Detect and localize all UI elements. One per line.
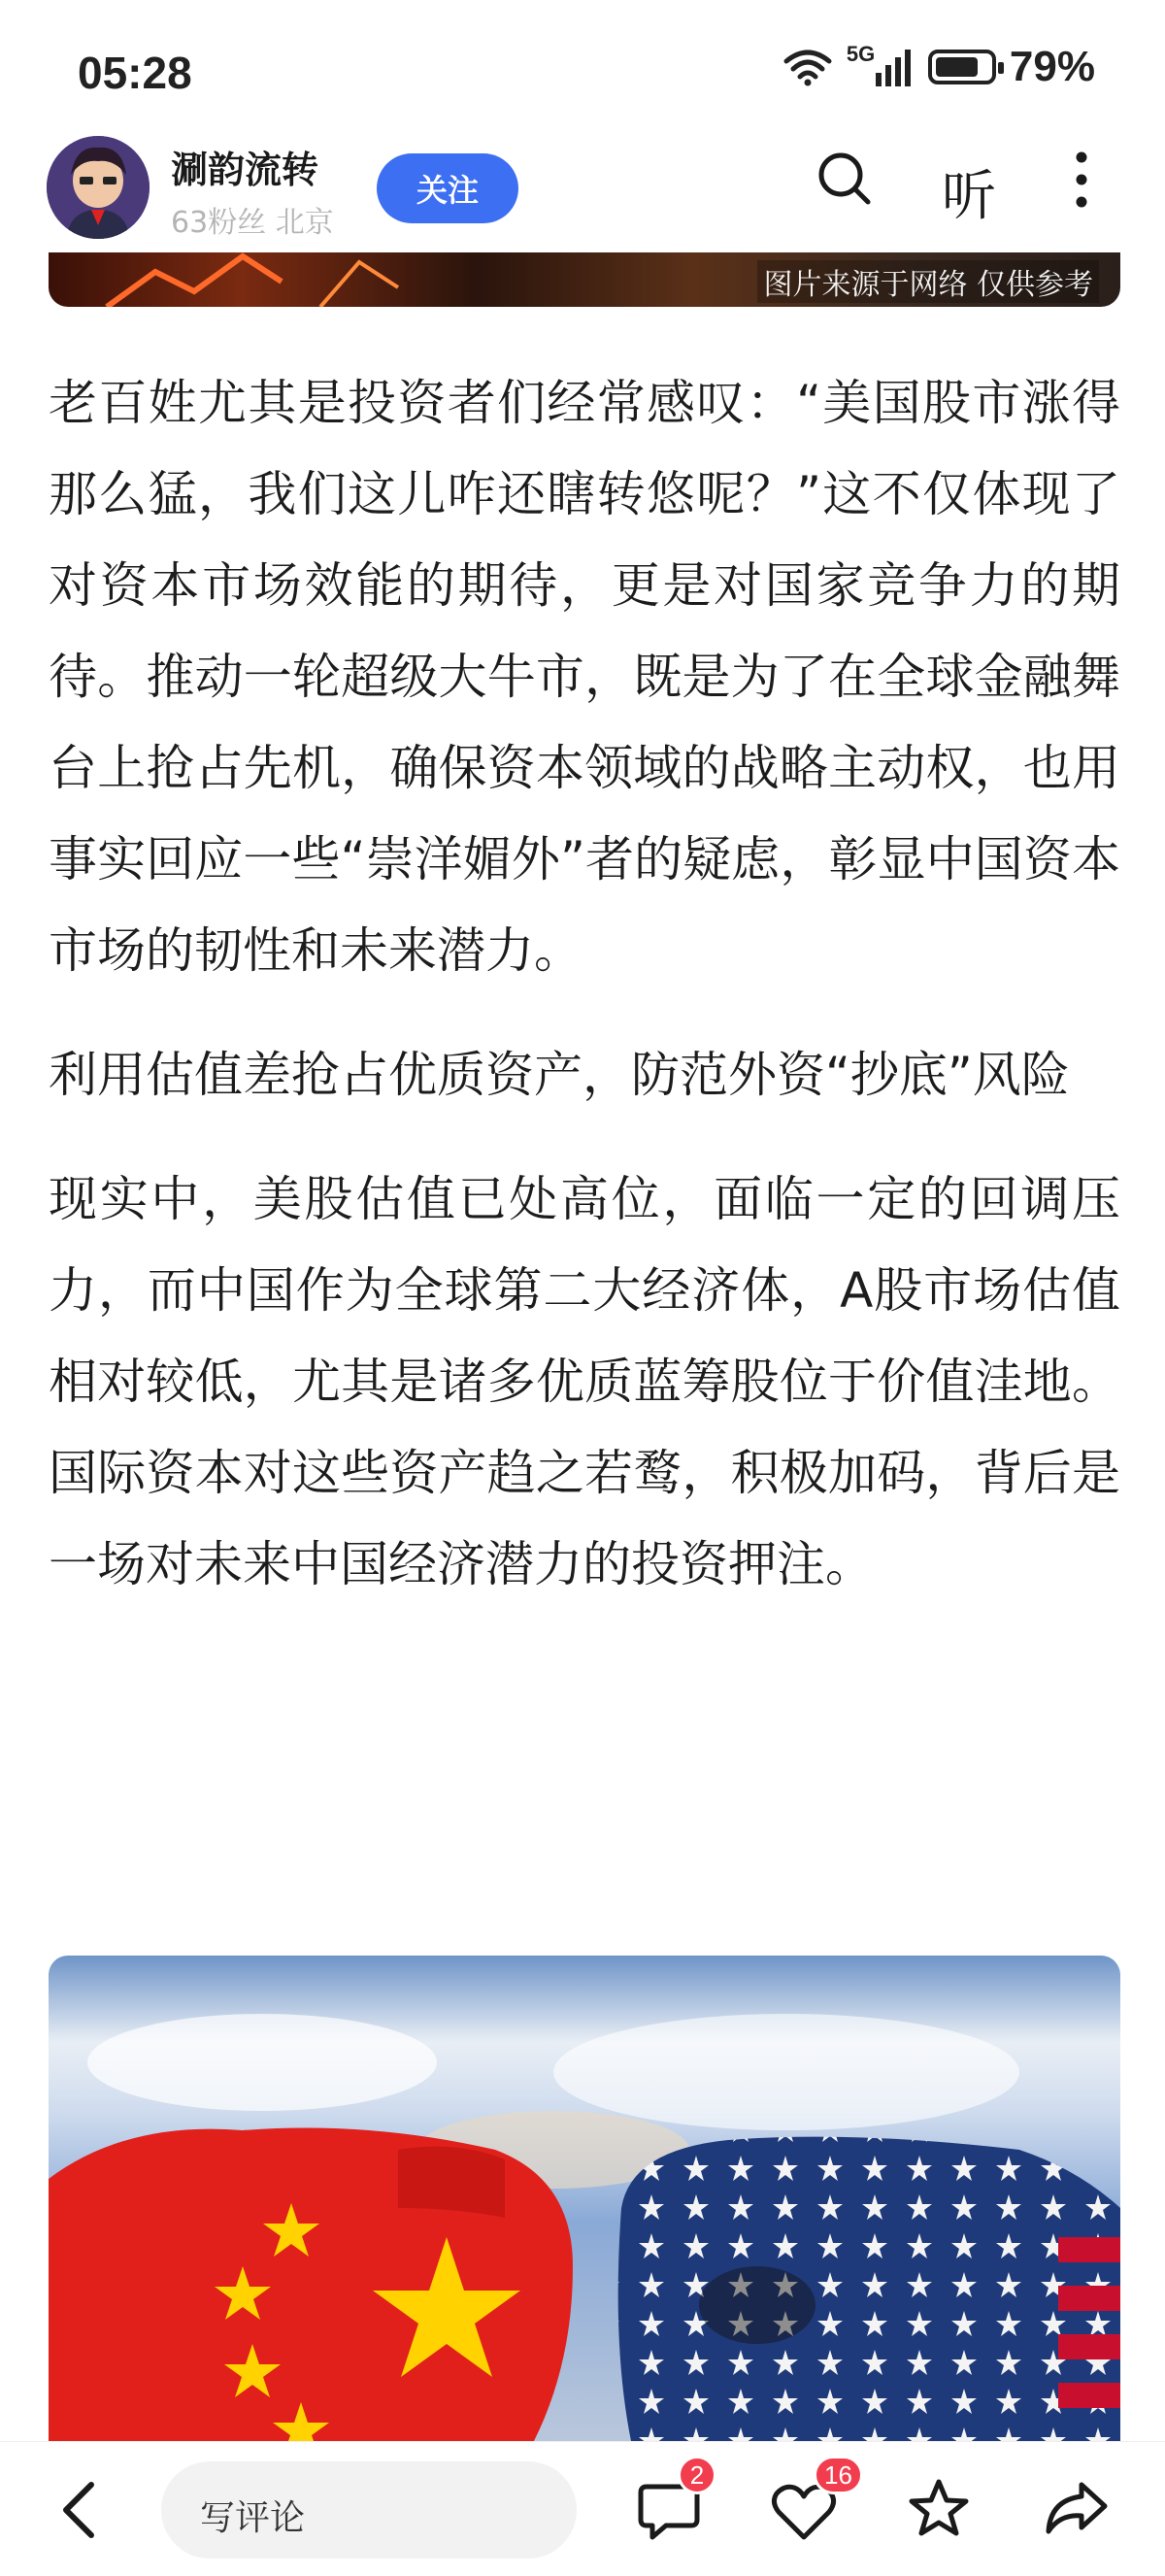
status-icons	[782, 43, 1095, 91]
star-icon[interactable]	[907, 2477, 971, 2539]
article-image-fists[interactable]	[49, 1956, 1120, 2441]
signal-icon	[846, 42, 915, 88]
author-meta: 63粉丝 北京	[171, 206, 334, 240]
comment-input[interactable]	[161, 2461, 577, 2559]
search-icon[interactable]	[814, 148, 876, 210]
listen-button[interactable]: 听	[942, 165, 996, 228]
network-type: 5G	[846, 42, 876, 66]
follow-button[interactable]: 关注	[377, 153, 518, 223]
article-image-top[interactable]	[49, 252, 1120, 307]
image-caption: 图片来源于网络 仅供参考	[757, 260, 1099, 303]
article-subheading: 利用估值差抢占优质资产，防范外资“抄底”风险	[49, 1047, 1070, 1103]
article-paragraph: 现实中，美股估值已处高位，面临一定的回调压力，而中国作为全球第二大经济体，A股市场估值相对较低，尤其是诸多优质蓝筹股位于价值洼地。国际资本对这些资产趋之若鹜，积极加码，背后是一场对未来中国经济潜力的投资押注。	[49, 1171, 1120, 1592]
share-icon[interactable]	[1043, 2479, 1109, 2537]
like-count-badge: 16	[814, 2456, 863, 2494]
article-paragraph: 老百姓尤其是投资者们经常感叹：“美国股市涨得那么猛，我们这儿咋还瞎转悠呢？”这不仅体现了对资本市场效能的期待，更是对国家竞争力的期待。推动一轮超级大牛市，既是为了在全球金融舞台上抢占先机，确保资本领域的战略主动权，也用事实回应一些“崇洋媚外”者的疑虑，彰显中国资本市场的韧性和未来潜力。	[49, 375, 1120, 979]
article-header	[0, 136, 1165, 252]
avatar[interactable]	[47, 136, 150, 239]
status-bar	[0, 0, 1165, 136]
article-body	[49, 357, 1120, 1610]
comment-count-badge: 2	[678, 2456, 716, 2494]
bottom-action-bar	[0, 2441, 1165, 2576]
wifi-icon	[782, 48, 833, 86]
battery-percent: 79%	[1009, 43, 1095, 90]
author-name[interactable]: 涮韵流转	[171, 149, 319, 191]
comment-placeholder: 写评论	[200, 2498, 306, 2538]
battery-icon	[928, 50, 996, 84]
back-arrow-icon[interactable]	[56, 2479, 103, 2541]
status-time: 05:28	[78, 48, 192, 98]
more-vertical-icon[interactable]	[1062, 148, 1101, 216]
